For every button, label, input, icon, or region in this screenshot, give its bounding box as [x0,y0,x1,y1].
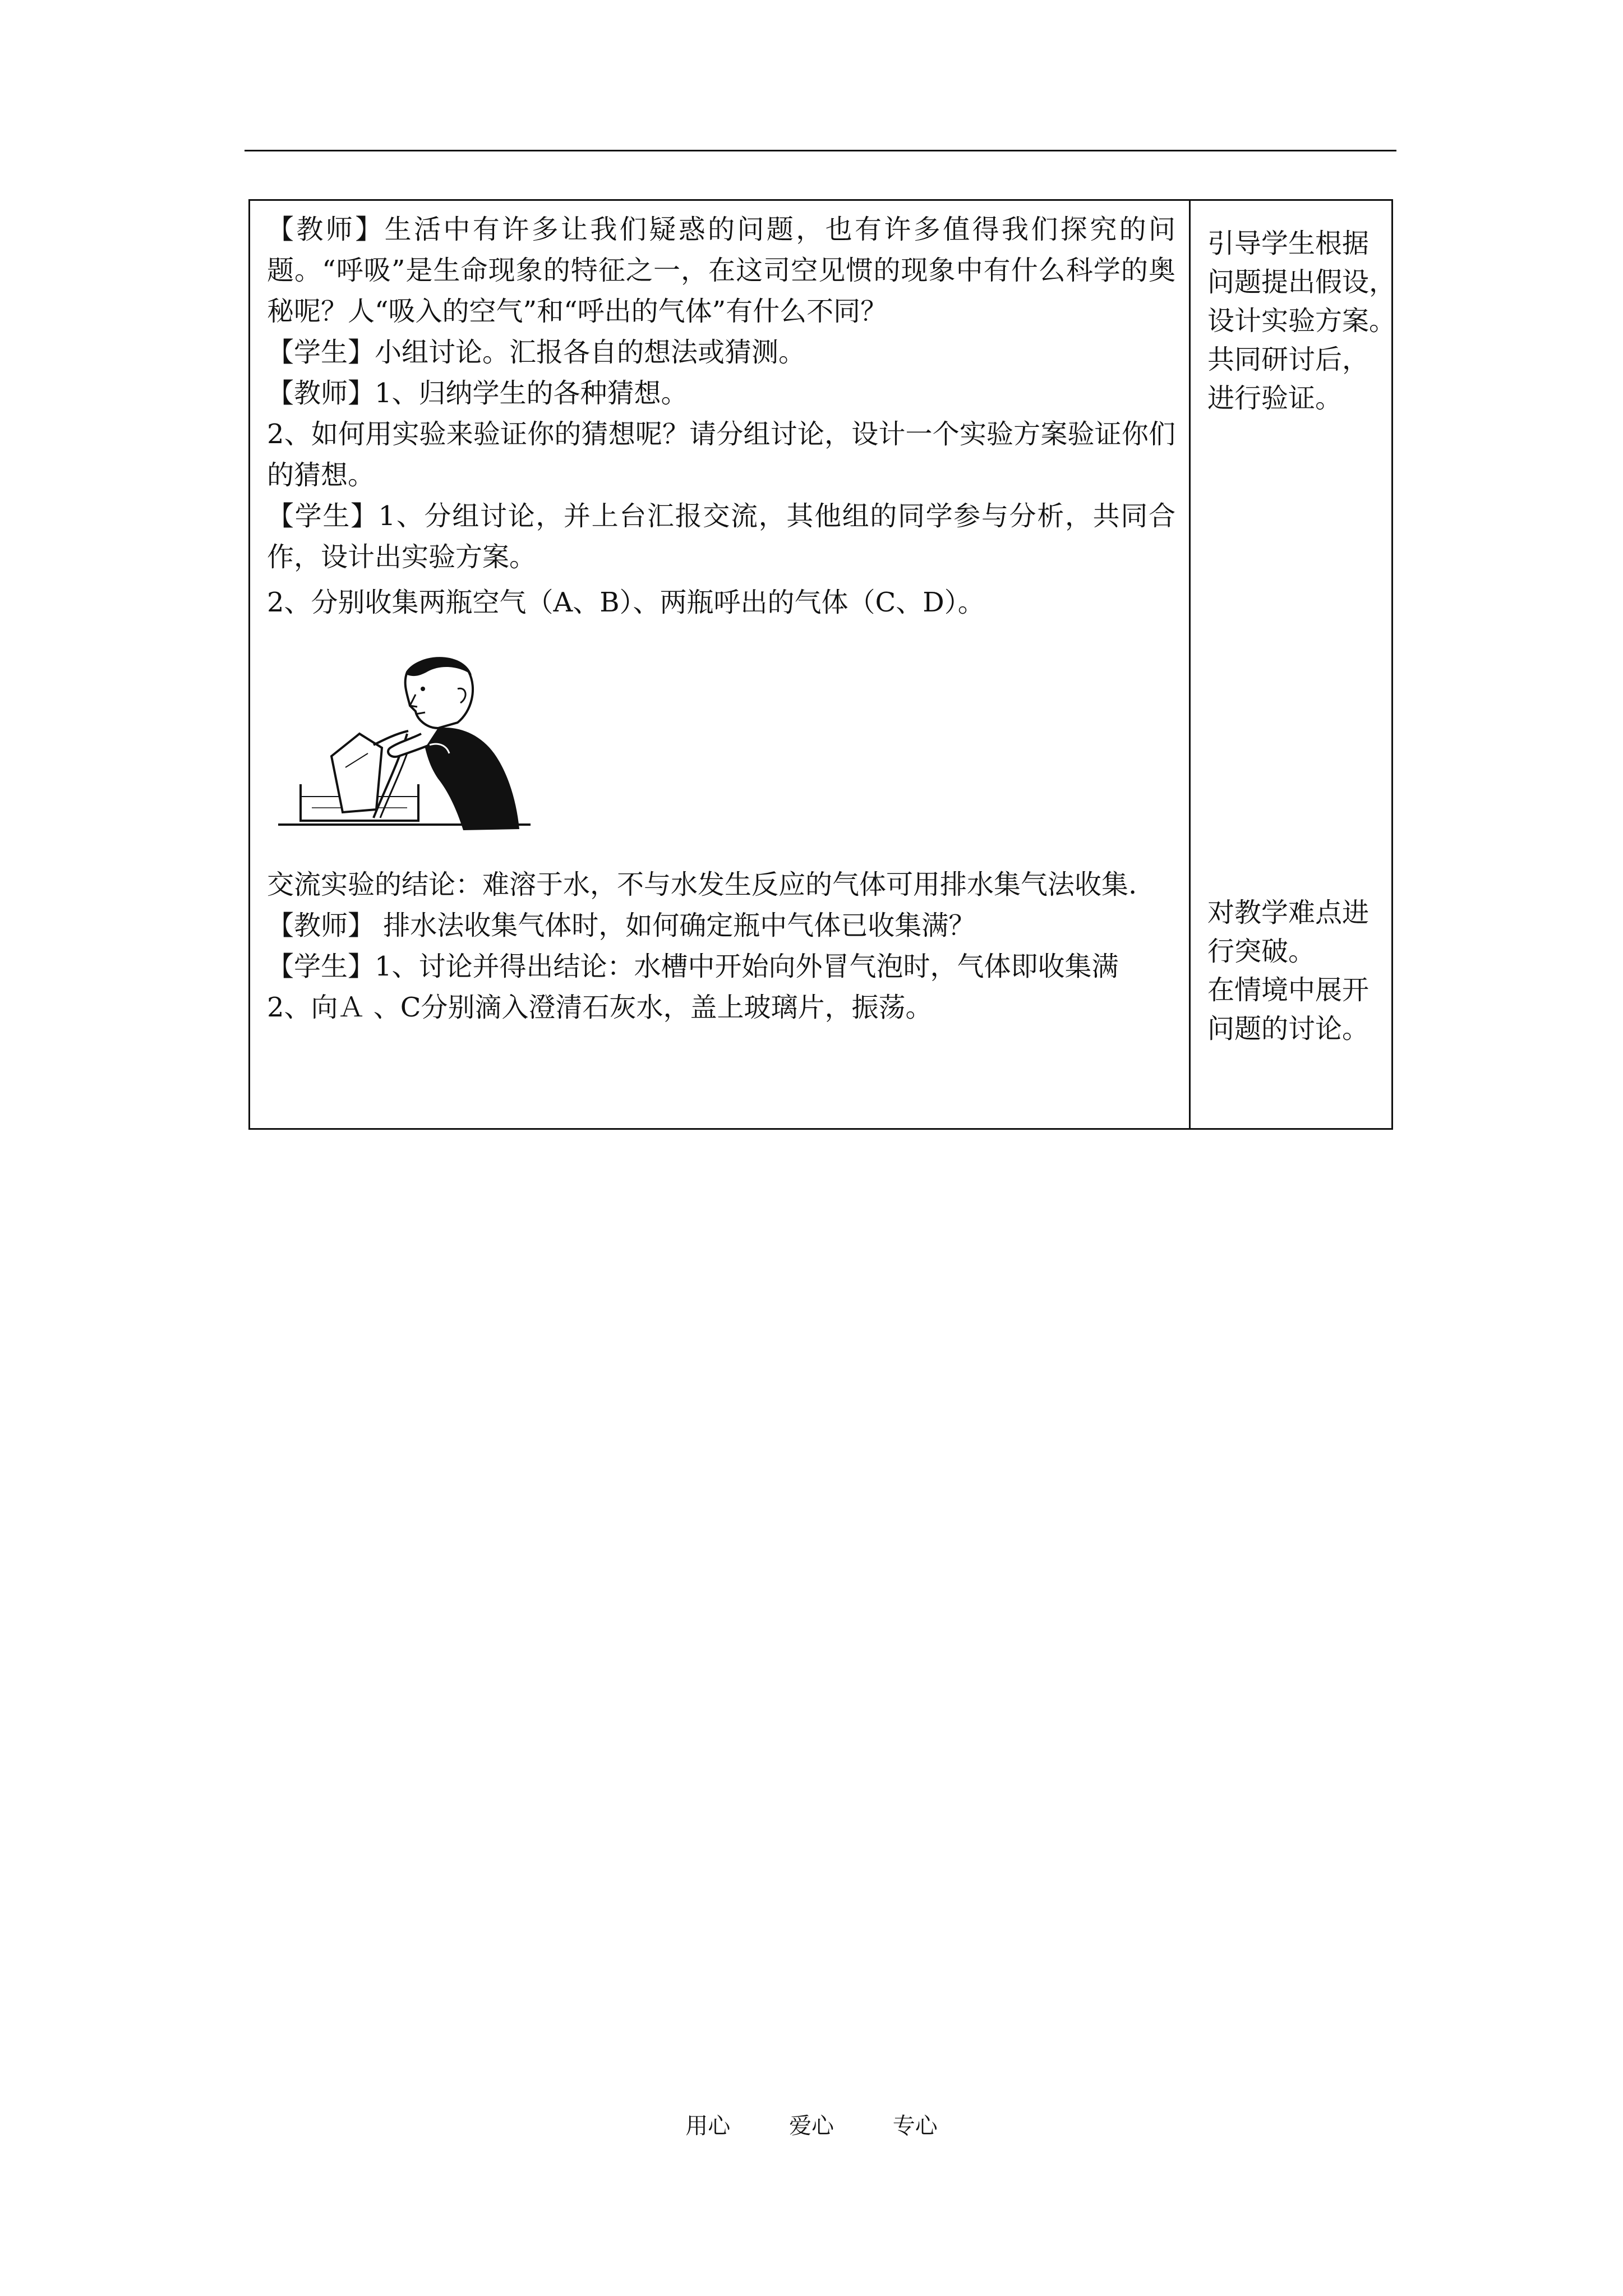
footer-motto: 用心 [685,2113,731,2139]
gas-collection-step: 2、分别收集两瓶空气（A、B）、两瓶呼出的气体（C、D）。 [267,587,985,618]
design-intent-line: 设计实验方案。 [1207,305,1396,337]
design-intent-line: 在情境中展开 [1207,974,1370,1006]
student-conclusion-line: 【学生】1、讨论并得出结论：水槽中开始向外冒气泡时，气体即收集满 [267,951,1119,982]
design-intent-line: 共同研讨后， [1207,344,1370,375]
design-intent-line: 行突破。 [1207,936,1316,967]
footer-motto: 爱心 [789,2113,834,2139]
teacher-summary-line: 【教师】1、归纳学生的各种猜想。 [267,378,688,409]
page-footer [0,2108,1623,2140]
teacher-question-line: 【教师】 排水法收集气体时，如何确定瓶中气体已收集满？ [267,910,976,941]
limewater-step-line: 2、向Ａ 、C分别滴入澄清石灰水，盖上玻璃片，振荡。 [267,992,933,1023]
header-rule [245,150,1396,151]
teaching-process-cell [267,209,1175,1028]
design-intent-line: 问题的讨论。 [1207,1013,1370,1045]
design-intent-line: 对教学难点进 [1207,897,1370,928]
breathing-experiment-illustration [278,650,553,840]
column-divider [1189,201,1191,1128]
design-intent-bottom [1207,894,1387,1048]
breathing-experiment-drawing [278,650,553,840]
student-discussion-line: 【学生】小组讨论。汇报各自的想法或猜测。 [267,337,806,368]
experiment-design-prompt: 2、如何用实验来验证你的猜想呢？请分组讨论，设计一个实验方案验证你们的猜想。 [267,418,1175,491]
footer-motto: 专心 [892,2113,938,2139]
teacher-intro-paragraph: 【教师】生活中有许多让我们疑惑的问题，也有许多值得我们探究的问题。“呼吸”是生命现象的特征之一，在这司空见惯的现象中有什么科学的奥秘呢？人“吸入的空气”和“呼出的气体”有什么不同？ [267,214,1175,327]
experiment-conclusion: 交流实验的结论：难溶于水，不与水发生反应的气体可用排水集气法收集. [267,869,1137,900]
lesson-table [248,199,1396,1130]
design-intent-line: 进行验证。 [1207,383,1343,414]
student-group-work-paragraph: 【学生】1、分组讨论，并上台汇报交流，其他组的同学参与分析，共同合作，设计出实验方案。 [267,500,1175,573]
design-intent-line: 问题提出假设， [1207,266,1396,298]
design-intent-top [1207,224,1396,418]
design-intent-line: 引导学生根据 [1207,228,1370,259]
